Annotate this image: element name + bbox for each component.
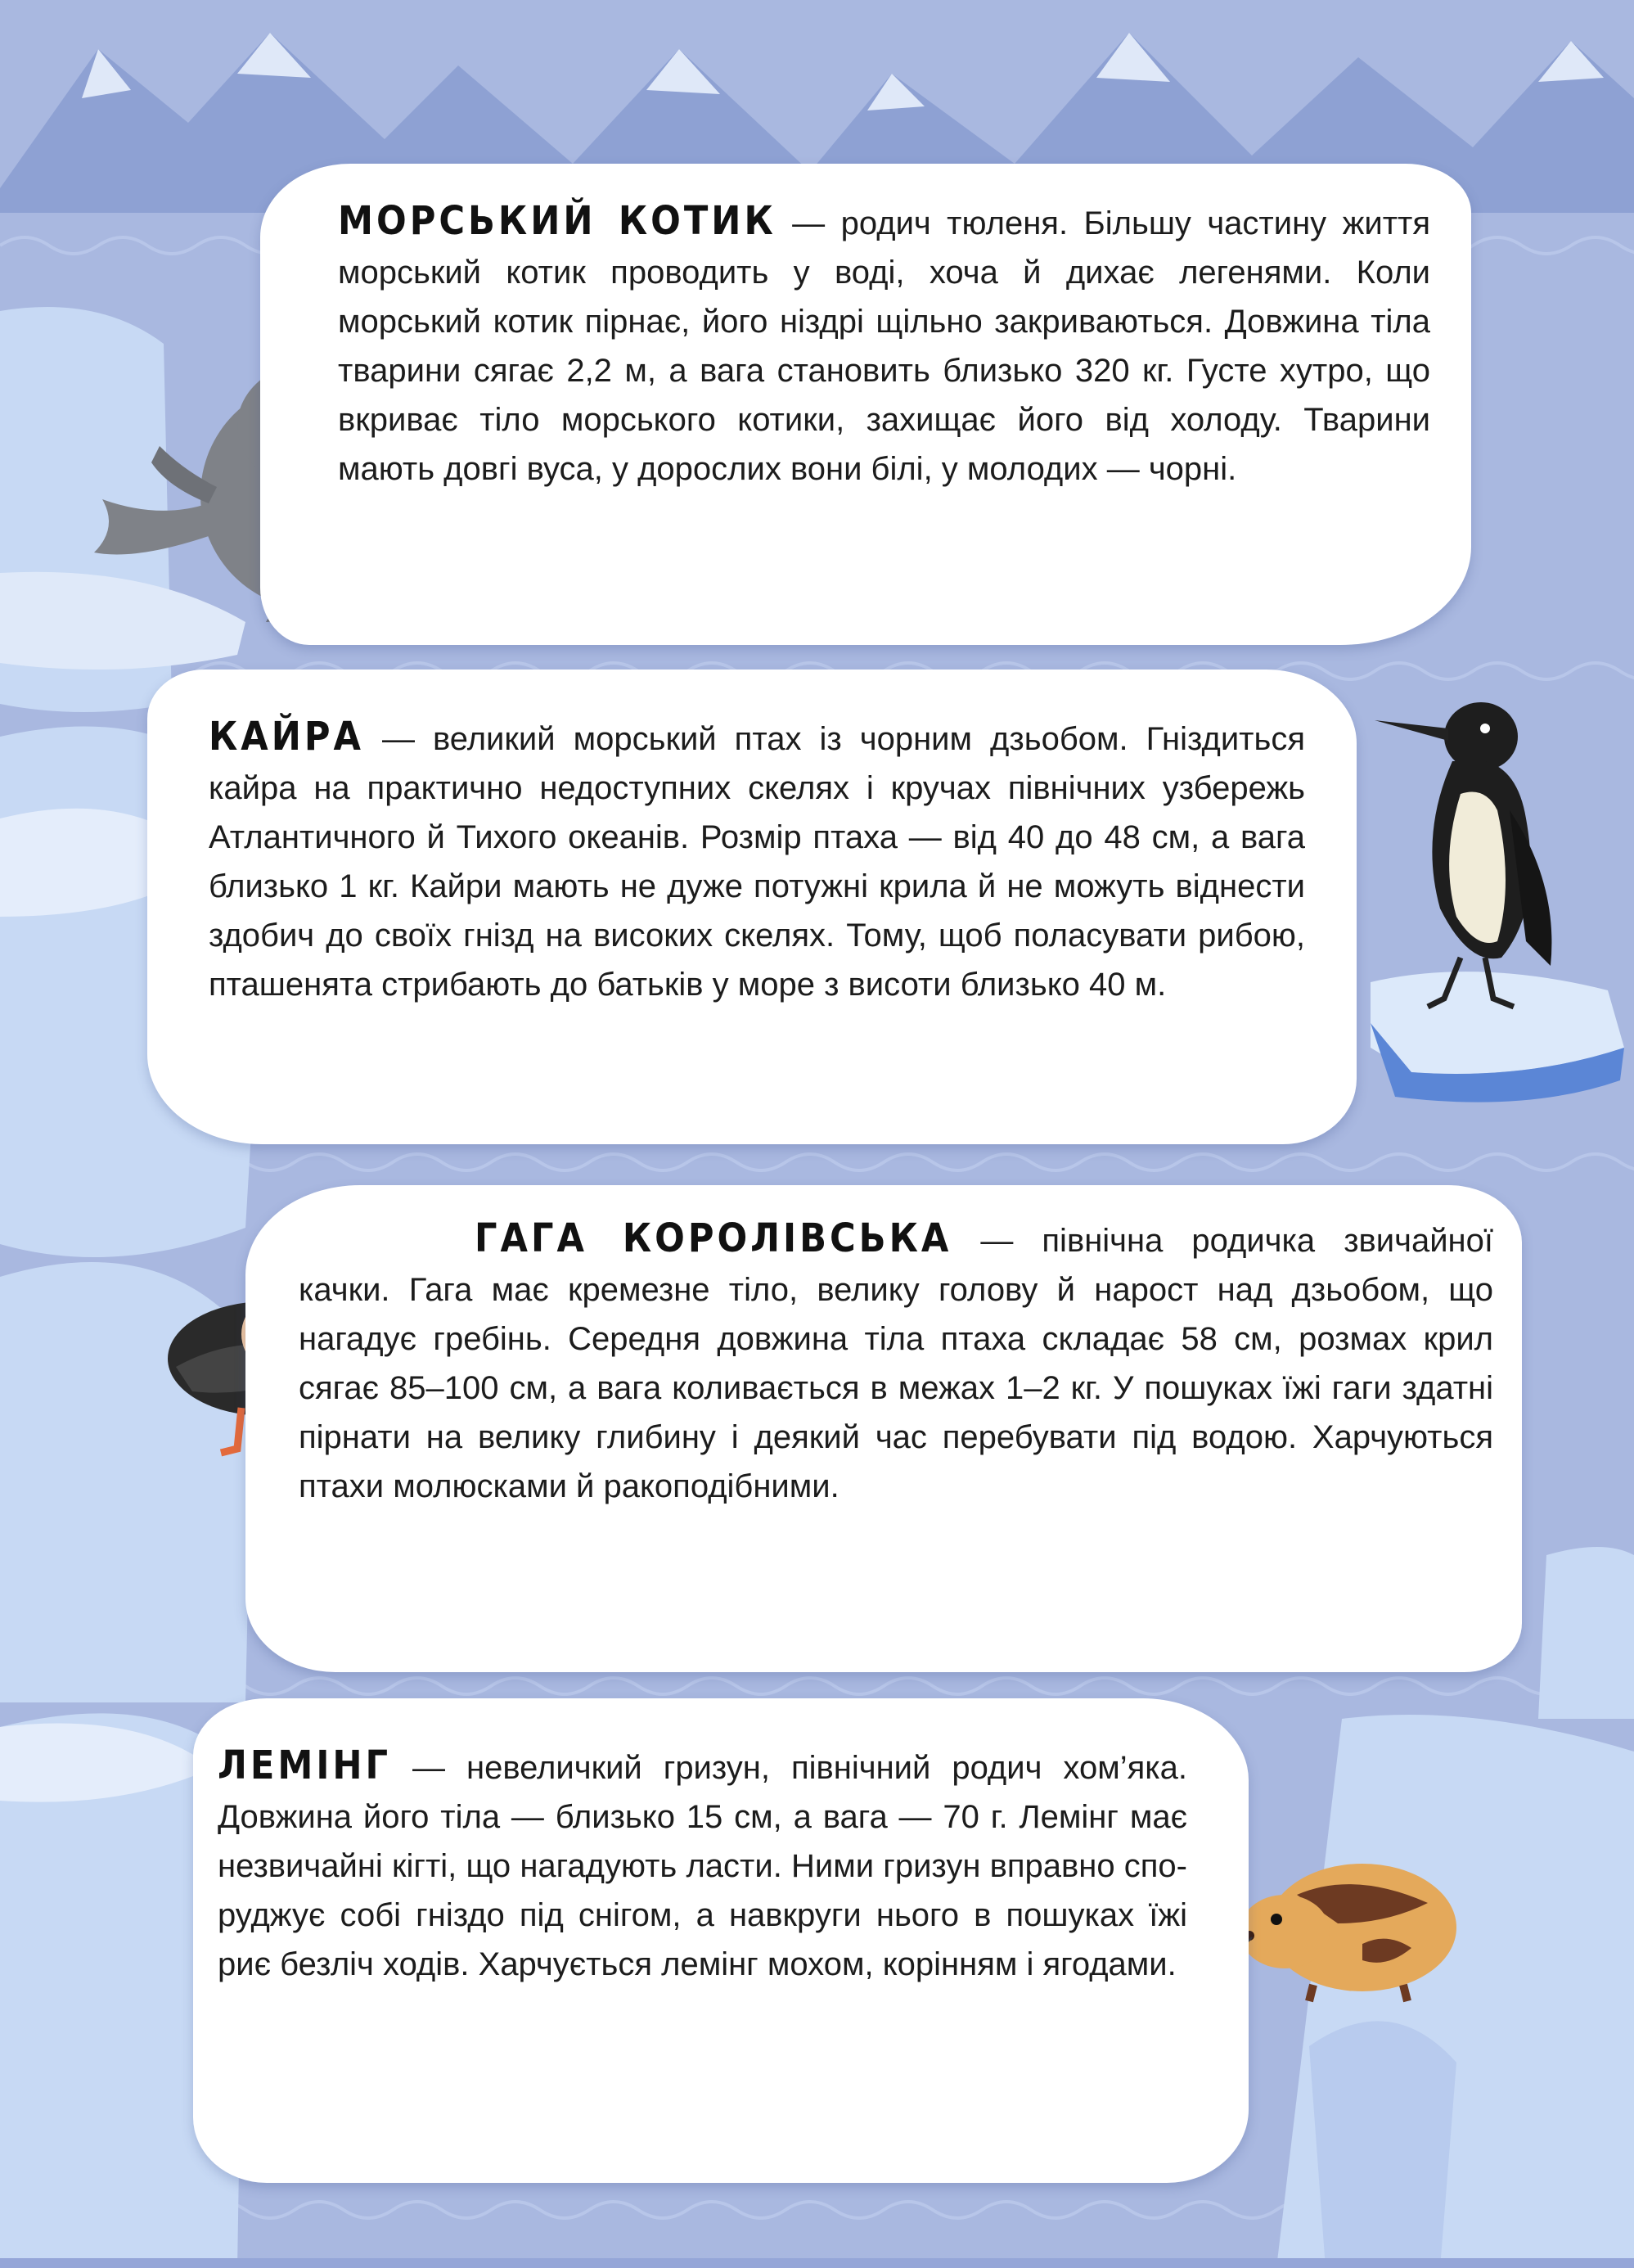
- lemming-text: — невеличкий гризун, північний родич хом’яка. Довжина його тіла — близько 15 см, а вага — 70 г. Лемінг має незвичайні кігті, що нагадують ласти. Ними гризун вправно споруджує собі гніздо під снігом, а навкруги нього в пошуках їжі риє безліч ходів. Харчується лемінг мохом, корінням і ягодами.: [218, 1750, 1187, 1982]
- seal-description: [338, 196, 1430, 494]
- seal-info-card: [260, 164, 1471, 645]
- king-eider-description: [299, 1214, 1493, 1511]
- lemming-description: [218, 1741, 1187, 1989]
- lemming-icon: [1223, 1846, 1469, 2009]
- guillemot-text: — великий морський птах із чорним дзьобом. Гніздиться кайра на практично недоступних скелях і кручах північних узбережь Атлантичного й Тихого океанів. Розмір птаха — від 40 до 48 см, а вага близько 1 кг. Кайри мають не дуже потужні крила й не можуть віднести здобич до своїх гнізд на високих скелях. Тому, щоб поласувати рибою, пташенята стрибають до батьків у море з висоти близько 40 м.: [209, 721, 1305, 1003]
- guillemot-term: КАЙРА: [209, 714, 364, 760]
- king-eider-term: ГАГА КОРОЛІВСЬКА: [475, 1215, 952, 1261]
- king-eider-info-card: [245, 1185, 1522, 1672]
- guillemot-description: [209, 712, 1305, 1009]
- lemming-info-card: [193, 1698, 1249, 2183]
- king-eider-text: — північна родичка звичайної качки. Гага має кремезне тіло, велику голову й нарост над дзьобом, що нагадує гребінь. Середня довжина тіла птаха складає 58 см, розмах крил сягає 85–100 см, а вага коливається в межах 1–2 кг. У пошуках їжі гаги здатні пірнати на велику глибину і деякий час перебувати під водою. Харчуються птахи молюсками й ракоподібними.: [299, 1223, 1494, 1504]
- seal-term: МОРСЬКИЙ КОТИК: [338, 198, 776, 244]
- seal-text: — родич тюленя. Більшу частину життя морський котик проводить у воді, хоча й дихає легенями. Коли морський котик пірнає, його ніздрі щільно закриваються. Довжина тіла тварини сягає 2,2 м, а вага становить близько 320 кг. Густе хутро, що вкриває тіло морського котики, захищає його від холоду. Тварини мають довгі вуса, у дорослих вони білі, у молодих — чорні.: [338, 205, 1431, 487]
- lemming-term: ЛЕМІНГ: [218, 1743, 392, 1788]
- guillemot-icon: [1362, 696, 1624, 1121]
- guillemot-info-card: [147, 670, 1357, 1144]
